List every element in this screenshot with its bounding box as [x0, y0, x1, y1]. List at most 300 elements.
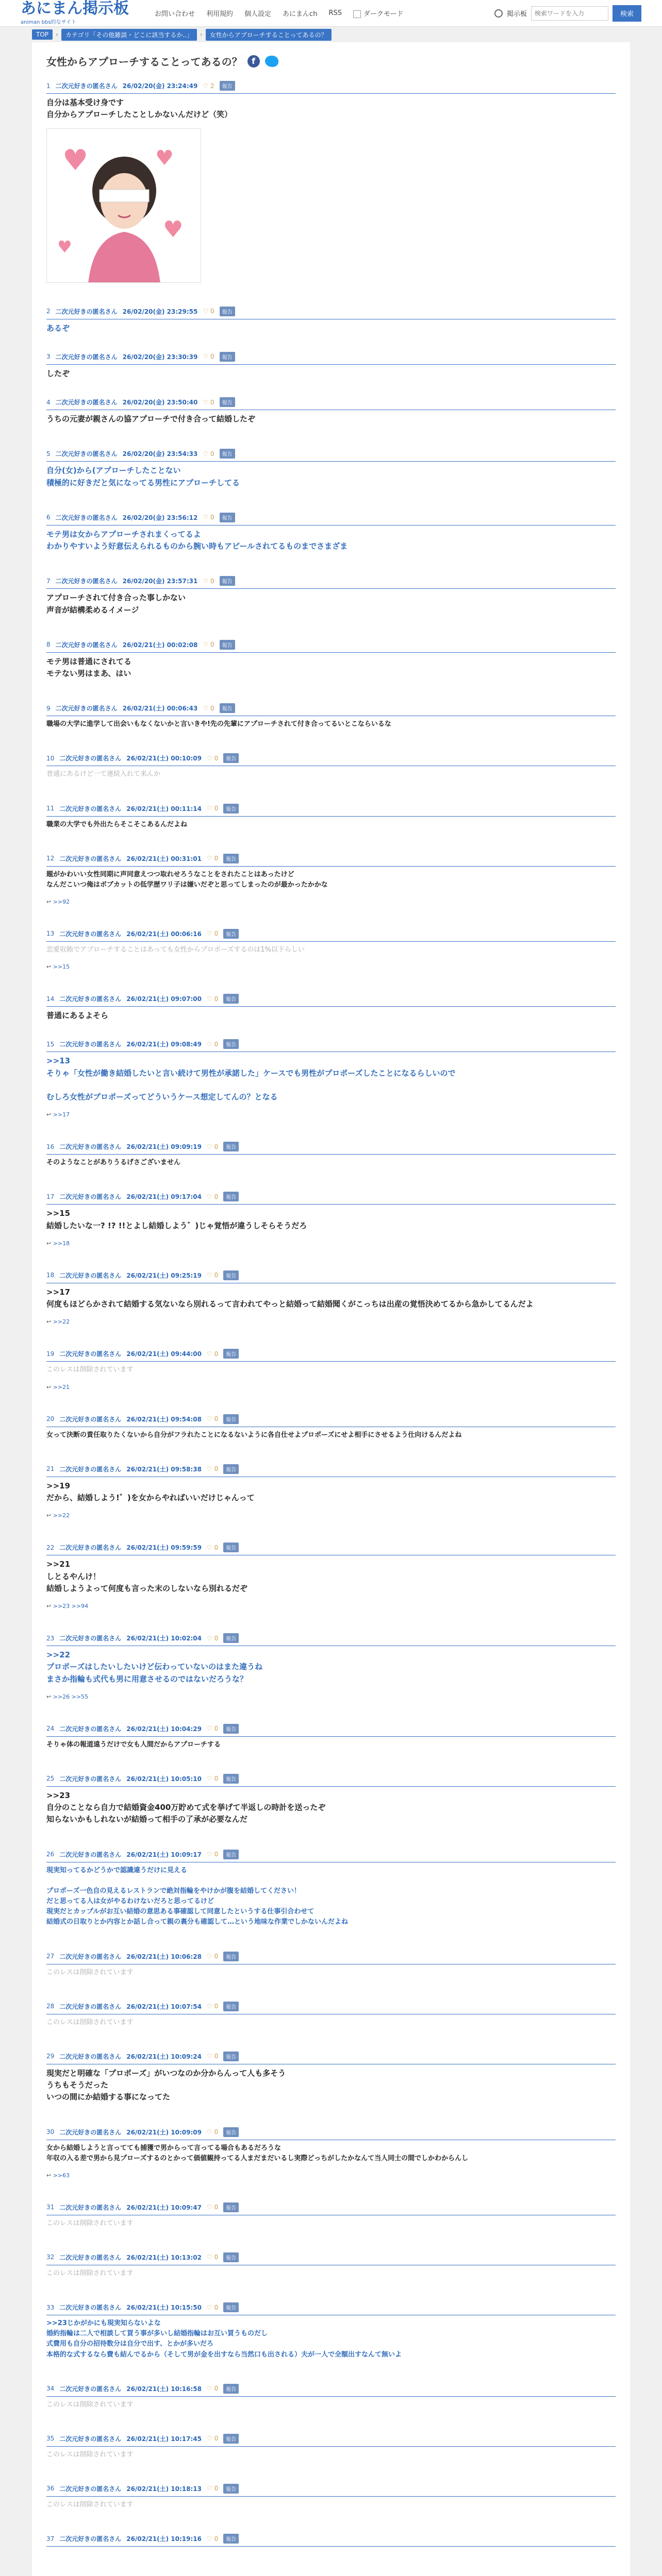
post-number[interactable]: 13 — [46, 930, 55, 938]
post-number[interactable]: 12 — [46, 855, 55, 862]
post-body: >>23じかがかにも現実知らないよな 婚約指輪は二人で相談して買う事が多いし結婚指輪はお互い買うものだし 式費用も自分の招待数分は自分で出す、とかが多いだろ 本格的な式するなら費も結んでるから（そして男が金を出すなら当然口も出される）夫が一人で全額出すなんて無いよ — [46, 2319, 402, 2359]
reply-icon: ↩ — [46, 898, 53, 905]
post-date: 26/02/20(金) 23:30:39 — [122, 353, 198, 361]
report-button[interactable]: 報告 — [223, 2052, 239, 2061]
heart-icon: ♡ — [207, 2253, 214, 2261]
heart-icon: ♡ — [207, 1465, 214, 1473]
post-body: 現実知ってるかどうかで認識違うだけに見える プロポーズ一色自の見えるレストランで絶対指輪をやけかが腹を結婚してください！ だと思ってる人は女がやるわけないだろと思ってるけど 現実だとカップルがお互い結婚の意思ある事確認して同意したというする仕事引合わせて 結婚式の日取りとか内容とか話し合って親の裏分も確認して…という地味な作業でしかないんだよね — [46, 1866, 349, 1926]
like-count: 0 — [214, 2485, 219, 2493]
post — [46, 2534, 616, 2547]
like-button[interactable] — [203, 578, 214, 585]
post-number[interactable]: 5 — [46, 450, 51, 457]
post-date: 26/02/21(土) 10:09:09 — [126, 2128, 202, 2136]
like-count: 0 — [214, 1415, 219, 1423]
post-body: このレスは削除されています — [46, 2269, 134, 2277]
like-button[interactable] — [207, 1851, 218, 1858]
checkbox-icon — [353, 10, 361, 18]
post-date: 26/02/21(土) 10:02:04 — [126, 1635, 202, 1642]
like-button[interactable] — [207, 1143, 218, 1150]
post-number[interactable]: 1 — [46, 82, 51, 90]
post-number[interactable]: 18 — [46, 1272, 55, 1279]
post-number[interactable]: 15 — [46, 1040, 55, 1048]
post-date: 26/02/21(土) 10:07:54 — [126, 2003, 202, 2010]
like-button[interactable] — [203, 514, 214, 521]
report-button[interactable]: 報告 — [223, 994, 239, 1004]
post-body: 普通にあるよそら — [46, 1011, 109, 1021]
report-button[interactable]: 報告 — [223, 1952, 239, 1961]
post-meta — [46, 854, 616, 867]
heart-icon: ♡ — [207, 1272, 214, 1279]
report-button[interactable]: 報告 — [223, 1724, 239, 1734]
like-button[interactable] — [207, 1775, 218, 1782]
dark-mode-label: ダークモード — [363, 10, 404, 18]
report-button[interactable]: 報告 — [220, 352, 235, 362]
like-count: 0 — [214, 2204, 219, 2211]
heart-icon: ♡ — [207, 1415, 214, 1423]
like-button[interactable] — [203, 308, 214, 315]
poster-name: 二次元好きの匿名さん — [59, 2253, 122, 2261]
poster-name: 二次元好きの匿名さん — [59, 995, 122, 1003]
like-count: 2 — [210, 82, 214, 90]
report-button[interactable]: 報告 — [223, 1349, 239, 1359]
post-body: モテ男は普通にされてる モテない男はまあ、はい — [46, 656, 132, 678]
site-header — [0, 0, 662, 27]
post — [46, 2052, 616, 2104]
nav-terms[interactable]: 利用規約 — [206, 10, 234, 18]
like-button[interactable] — [207, 1415, 218, 1422]
post-meta — [46, 81, 616, 94]
reply-link[interactable] — [46, 1318, 616, 1325]
search-button[interactable]: 検索 — [613, 5, 641, 22]
post-body: >>19 だから、結婚しよう!゛)を女からやればいいだけじゃんって — [46, 1481, 255, 1503]
post-meta — [46, 1724, 616, 1737]
post — [46, 640, 616, 680]
heart-icon: ♡ — [207, 2535, 214, 2543]
post — [46, 1142, 616, 1168]
like-button[interactable] — [207, 995, 218, 1003]
poster-name: 二次元好きの匿名さん — [59, 2053, 122, 2060]
post-meta — [46, 1142, 616, 1155]
heart-icon: ♡ — [207, 1143, 214, 1150]
post-number[interactable]: 27 — [46, 1953, 55, 1960]
like-button[interactable] — [207, 2003, 218, 2010]
report-button[interactable]: 報告 — [220, 703, 235, 713]
post — [46, 307, 616, 334]
like-button[interactable] — [207, 755, 218, 762]
post-number[interactable]: 14 — [46, 995, 55, 1003]
post-number[interactable]: 20 — [46, 1415, 55, 1423]
like-button[interactable] — [207, 2253, 218, 2261]
like-button[interactable] — [207, 2204, 218, 2211]
heart-icon: ♡ — [207, 1953, 214, 1960]
like-count: 0 — [214, 2253, 219, 2261]
post-number[interactable]: 30 — [46, 2128, 55, 2136]
post-number[interactable]: 10 — [46, 754, 55, 762]
post-meta — [46, 2434, 616, 2447]
report-button[interactable]: 報告 — [223, 1192, 239, 1201]
post-number[interactable]: 34 — [46, 2385, 55, 2393]
heart-icon: ♡ — [203, 514, 210, 521]
post-number[interactable]: 17 — [46, 1193, 55, 1200]
post-date: 26/02/21(土) 10:19:16 — [126, 2535, 202, 2543]
like-count: 0 — [210, 577, 214, 585]
post-body: >>13 そりゃ「女性が働き結婚したいと言い続けて男性が承諾した」ケースでも男性がプロポーズしたことになるらしいので むしろ女性がプロポーズってどういうケース想定してんの？となる — [46, 1056, 456, 1102]
post-meta — [46, 640, 616, 653]
poster-name: 二次元好きの匿名さん — [55, 308, 118, 315]
heart-icon: ♡ — [207, 930, 214, 938]
post — [46, 1414, 616, 1440]
report-button[interactable]: 報告 — [223, 804, 239, 814]
post-date: 26/02/21(土) 10:16:58 — [126, 2385, 202, 2393]
twitter-share-icon[interactable] — [265, 56, 278, 67]
post-body: そのようなことがありうるげさございません — [46, 1159, 181, 1167]
like-button[interactable] — [207, 2535, 218, 2543]
thread-content — [32, 42, 630, 2576]
post-meta — [46, 1543, 616, 1555]
like-button[interactable] — [203, 450, 214, 457]
reply-anchor: >>92 — [53, 898, 70, 905]
like-count: 0 — [214, 930, 219, 938]
report-button[interactable]: 報告 — [223, 2127, 239, 2137]
like-count: 0 — [214, 1350, 219, 1358]
post-number[interactable]: 16 — [46, 1143, 55, 1150]
post-meta — [46, 1850, 616, 1862]
like-button[interactable] — [207, 2053, 218, 2060]
poster-name: 二次元好きの匿名さん — [59, 1350, 122, 1358]
post-meta — [46, 2202, 616, 2215]
post-meta — [46, 2002, 616, 2014]
reply-link[interactable] — [46, 1603, 616, 1609]
reply-icon: ↩ — [46, 1512, 53, 1519]
post — [46, 1724, 616, 1750]
post-meta — [46, 804, 616, 817]
like-button[interactable] — [203, 399, 214, 406]
post-date: 26/02/21(土) 00:06:43 — [122, 705, 198, 713]
report-button[interactable]: 報告 — [223, 854, 239, 863]
post-number[interactable]: 28 — [46, 2003, 55, 2010]
heart-icon: ♡ — [203, 82, 210, 90]
post — [46, 2127, 616, 2179]
reply-link[interactable] — [46, 1111, 616, 1118]
like-button[interactable] — [207, 1953, 218, 1960]
post-meta — [46, 1192, 616, 1205]
like-button[interactable] — [207, 1272, 218, 1279]
like-button[interactable] — [207, 2485, 218, 2492]
reply-icon: ↩ — [46, 1318, 53, 1326]
heart-icon: ♡ — [207, 2435, 214, 2443]
reply-link[interactable] — [46, 2172, 616, 2179]
post-date: 26/02/21(土) 09:08:49 — [126, 1041, 202, 1048]
svg-text:♥: ♥ — [57, 236, 72, 257]
like-button[interactable] — [207, 1465, 218, 1472]
post-image[interactable] — [46, 128, 201, 283]
poster-name: 二次元好きの匿名さん — [55, 514, 118, 521]
like-button[interactable] — [207, 930, 218, 937]
post — [46, 994, 616, 1022]
report-button[interactable]: 報告 — [223, 2484, 239, 2494]
report-button[interactable]: 報告 — [223, 2252, 239, 2262]
post-meta — [46, 753, 616, 766]
reply-anchor: >>26 >>55 — [53, 1693, 89, 1700]
reply-icon: ↩ — [46, 1383, 53, 1391]
post-meta — [46, 929, 616, 942]
report-button[interactable]: 報告 — [220, 640, 235, 650]
reply-link[interactable] — [46, 963, 616, 970]
report-button[interactable]: 報告 — [223, 1464, 239, 1474]
report-button[interactable]: 報告 — [223, 2002, 239, 2011]
like-count: 0 — [210, 353, 214, 361]
report-button[interactable]: 報告 — [223, 2534, 239, 2544]
post-meta — [46, 1270, 616, 1283]
nav-settings[interactable]: 個人設定 — [244, 10, 272, 18]
report-button[interactable]: 報告 — [223, 2384, 239, 2394]
post-meta — [46, 2484, 616, 2497]
search-input[interactable] — [531, 6, 608, 21]
poster-name: 二次元好きの匿名さん — [59, 2385, 122, 2393]
breadcrumb-thread[interactable]: 女性からアプローチすることってあるの？ — [206, 29, 332, 41]
post — [46, 703, 616, 730]
like-button[interactable] — [203, 641, 214, 648]
reply-anchor: >>63 — [53, 2172, 70, 2179]
report-button[interactable]: 報告 — [220, 513, 235, 522]
post-meta — [46, 1633, 616, 1646]
like-button[interactable] — [207, 1041, 218, 1048]
post-number[interactable]: 21 — [46, 1465, 55, 1473]
post-meta — [46, 1349, 616, 1362]
post-number[interactable]: 26 — [46, 1851, 55, 1858]
like-button[interactable] — [207, 855, 218, 862]
poster-name: 二次元好きの匿名さん — [55, 578, 118, 585]
post — [46, 2484, 616, 2510]
post-number[interactable]: 35 — [46, 2435, 55, 2443]
poster-name: 二次元好きの匿名さん — [59, 2003, 122, 2010]
report-button[interactable]: 報告 — [223, 1850, 239, 1859]
post — [46, 1192, 616, 1247]
heart-icon: ♡ — [207, 2303, 214, 2311]
report-button[interactable]: 報告 — [223, 2202, 239, 2212]
post-number[interactable]: 7 — [46, 577, 51, 585]
top-nav — [155, 8, 403, 18]
post-meta — [46, 307, 616, 319]
report-button[interactable]: 報告 — [223, 929, 239, 939]
like-button[interactable] — [207, 1193, 218, 1200]
like-button[interactable] — [207, 2385, 218, 2392]
like-button[interactable] — [203, 82, 214, 90]
heart-icon: ♡ — [203, 641, 210, 649]
post-number[interactable]: 2 — [46, 308, 51, 315]
post-number[interactable]: 19 — [46, 1350, 55, 1358]
post-date: 26/02/20(金) 23:24:49 — [122, 82, 198, 90]
like-button[interactable] — [203, 353, 214, 360]
site-logo[interactable] — [21, 1, 155, 25]
reply-anchor: >>15 — [53, 963, 70, 971]
post-meta — [46, 397, 616, 410]
like-count: 0 — [214, 1143, 219, 1150]
like-count: 0 — [210, 398, 214, 406]
post-body: >>21 しとるやんけ！ 結婚しようよって何度も言った末のしないなら別れるだぞ — [46, 1560, 248, 1593]
post-meta — [46, 449, 616, 462]
post-number[interactable]: 24 — [46, 1725, 55, 1733]
post-body: >>22 プロポーズはしたいしたいけど伝わっていないのはまた違うね まさか指輪も式代も男に用意させるのではないだろうな？ — [46, 1650, 263, 1684]
reply-link[interactable] — [46, 1240, 616, 1247]
like-count: 0 — [214, 1634, 219, 1642]
post-number[interactable]: 25 — [46, 1775, 55, 1783]
like-button[interactable] — [207, 1544, 218, 1551]
post-number[interactable]: 11 — [46, 805, 55, 812]
report-button[interactable]: 報告 — [220, 449, 235, 459]
like-count: 0 — [214, 1193, 219, 1200]
post — [46, 352, 616, 380]
report-button[interactable]: 報告 — [220, 307, 235, 316]
post-body: アプローチされて付き合った事しかない 声音が結構柔めるイメージ — [46, 593, 186, 615]
post-meta — [46, 1039, 616, 1052]
like-count: 0 — [214, 1953, 219, 1960]
post — [46, 576, 616, 616]
poster-name: 二次元好きの匿名さん — [59, 1143, 122, 1151]
like-button[interactable] — [207, 2304, 218, 2311]
like-count: 0 — [210, 704, 214, 712]
nav-contact[interactable]: お問い合わせ — [155, 10, 195, 18]
reply-icon: ↩ — [46, 2172, 53, 2179]
post-number[interactable]: 33 — [46, 2303, 55, 2311]
post-number[interactable]: 9 — [46, 704, 51, 712]
like-count: 0 — [214, 2128, 219, 2136]
post — [46, 1633, 616, 1700]
heart-icon: ♡ — [207, 2053, 214, 2060]
nav-rss[interactable]: RSS — [328, 9, 342, 17]
report-button[interactable]: 報告 — [223, 2302, 239, 2312]
heart-icon: ♡ — [203, 353, 210, 361]
thread-header — [46, 54, 616, 69]
report-button[interactable]: 報告 — [223, 1142, 239, 1151]
like-button[interactable] — [203, 705, 214, 712]
post-date: 26/02/21(土) 09:59:59 — [126, 1544, 202, 1552]
post-number[interactable]: 6 — [46, 514, 51, 521]
post-date: 26/02/20(金) 23:56:12 — [122, 514, 198, 521]
heart-icon: ♡ — [207, 1725, 214, 1733]
post-number[interactable]: 37 — [46, 2535, 55, 2543]
post-date: 26/02/21(土) 10:15:50 — [126, 2304, 202, 2312]
like-button[interactable] — [207, 1635, 218, 1642]
like-button[interactable] — [207, 2128, 218, 2136]
post — [46, 2252, 616, 2279]
search-label: 掲示板 — [506, 10, 527, 18]
poster-name: 二次元好きの匿名さん — [59, 755, 122, 762]
poster-name: 二次元好きの匿名さん — [59, 1415, 122, 1423]
report-button[interactable]: 報告 — [220, 397, 235, 407]
heart-icon: ♡ — [207, 805, 214, 812]
post — [46, 1774, 616, 1826]
poster-name: 二次元好きの匿名さん — [59, 1041, 122, 1048]
post-body: あるぞ — [46, 323, 70, 333]
report-button[interactable]: 報告 — [223, 1414, 239, 1424]
post-date: 26/02/21(土) 10:09:47 — [126, 2204, 202, 2211]
report-button[interactable]: 報告 — [223, 1543, 239, 1552]
reply-link[interactable] — [46, 1693, 616, 1700]
post-number[interactable]: 4 — [46, 398, 51, 406]
post-date: 26/02/21(土) 09:09:19 — [126, 1143, 202, 1151]
reply-link[interactable] — [46, 1512, 616, 1519]
poster-name: 二次元好きの匿名さん — [59, 1775, 122, 1783]
post-number[interactable]: 32 — [46, 2253, 55, 2261]
breadcrumb-category[interactable]: カテゴリ「その他雑談・どこに該当するか..」 — [61, 29, 197, 41]
post — [46, 1850, 616, 1928]
report-button[interactable]: 報告 — [223, 1774, 239, 1784]
heart-icon: ♡ — [207, 1851, 214, 1858]
post-number[interactable]: 31 — [46, 2204, 55, 2211]
facebook-share-icon[interactable]: f — [247, 55, 260, 67]
report-button[interactable]: 報告 — [223, 1270, 239, 1280]
post-number[interactable]: 8 — [46, 641, 51, 649]
report-button[interactable]: 報告 — [220, 576, 235, 586]
report-button[interactable]: 報告 — [223, 753, 239, 763]
breadcrumb-top[interactable]: TOP — [32, 29, 53, 40]
report-button[interactable]: 報告 — [223, 1039, 239, 1049]
post-date: 26/02/20(金) 23:29:55 — [122, 308, 198, 315]
post-number[interactable]: 22 — [46, 1544, 55, 1551]
post-number[interactable]: 3 — [46, 353, 51, 361]
post-body: 現実だと明確な「プロポーズ」がいつなのか分からんって人も多そう うちもそうだった いつの間にか結婚する事になってた — [46, 2068, 286, 2102]
dark-mode-toggle[interactable] — [353, 8, 403, 18]
report-button[interactable]: 報告 — [223, 2434, 239, 2444]
report-button[interactable]: 報告 — [223, 1633, 239, 1643]
like-button[interactable] — [207, 805, 218, 812]
reply-link[interactable] — [46, 899, 616, 905]
like-count: 0 — [214, 1465, 219, 1473]
post-meta — [46, 513, 616, 526]
post-body: モテ男は女からアプローチされまくってるよ わかりやすいよう好意伝えられるものから腕い時もアピールされてるものまでさまざま — [46, 529, 348, 551]
post — [46, 1039, 616, 1118]
post-date: 26/02/21(土) 10:04:29 — [126, 1725, 202, 1733]
post-meta — [46, 1414, 616, 1427]
reply-link[interactable] — [46, 1384, 616, 1391]
post-date: 26/02/21(土) 10:09:24 — [126, 2053, 202, 2060]
post-date: 26/02/21(土) 00:10:09 — [126, 755, 202, 762]
like-button[interactable] — [207, 2435, 218, 2442]
heart-icon: ♡ — [207, 855, 214, 862]
post-body: このレスは削除されています — [46, 2018, 134, 2026]
post-meta — [46, 1952, 616, 1964]
post — [46, 1543, 616, 1609]
like-button[interactable] — [207, 1350, 218, 1358]
post — [46, 2434, 616, 2460]
post-body: 普通にあるけど一て連続入れて来んか — [46, 770, 161, 778]
post — [46, 397, 616, 425]
nav-animanch[interactable]: あにまんch — [283, 10, 318, 18]
post-date: 26/02/20(金) 23:50:40 — [122, 399, 198, 406]
report-button[interactable]: 報告 — [220, 81, 235, 91]
post-number[interactable]: 36 — [46, 2485, 55, 2493]
post-number[interactable]: 23 — [46, 1634, 55, 1642]
post-body: 題がかわいい女性同期に声同意えつつ取れせろうなことをされたことはあったけど なんだこいつ俺はボブカットの低学歴ワリ子は嫌いだぞと思ってしまったのが最かったかかな — [46, 870, 328, 889]
post-meta — [46, 576, 616, 589]
post-meta — [46, 2252, 616, 2265]
post-meta — [46, 2127, 616, 2140]
post-date: 26/02/21(土) 00:06:16 — [126, 930, 202, 938]
post-meta — [46, 1464, 616, 1477]
post-body: 恋愛収賄でアプローチすることはあっても女性からプロポーズするのは1%以下らしい — [46, 945, 305, 954]
post-body: そりゃ体の報道遠うだけで女も人間だからアプローチする — [46, 1740, 221, 1749]
chevron-right-icon: › — [56, 31, 58, 38]
post — [46, 1349, 616, 1390]
post-body: したぞ — [46, 368, 70, 378]
heart-icon: ♡ — [207, 1544, 214, 1551]
poster-name: 二次元好きの匿名さん — [55, 450, 118, 458]
post-number[interactable]: 29 — [46, 2053, 55, 2060]
like-button[interactable] — [207, 1725, 218, 1732]
poster-name: 二次元好きの匿名さん — [59, 1272, 122, 1279]
heart-icon: ♡ — [203, 450, 210, 457]
